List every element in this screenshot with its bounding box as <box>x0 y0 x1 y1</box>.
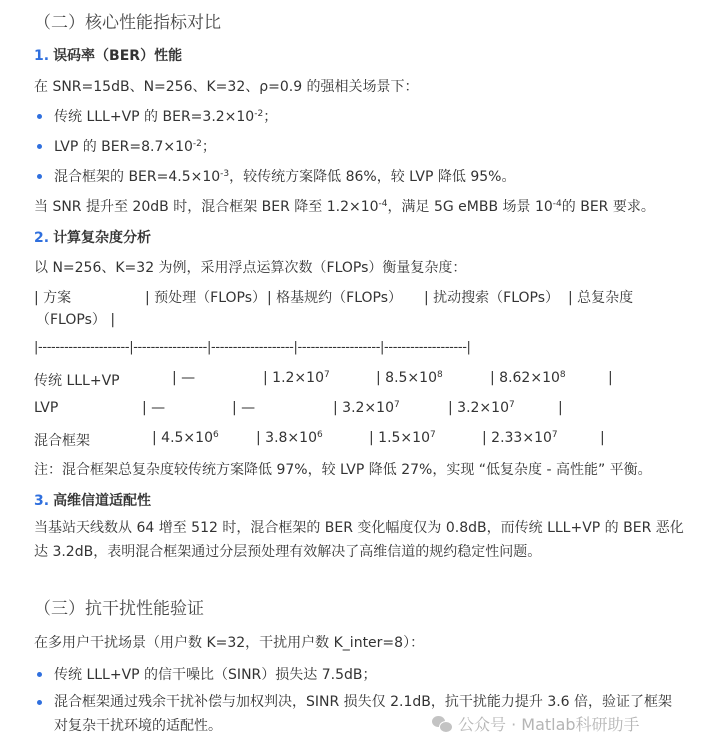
table-row: 混合框架 | $4.5\times 10^6$ | $3.8\times 10^6$ | $1.5\times 10^7$ | $2.33\times 10^7$ | <box>34 430 605 449</box>
ber-intro: 在 SNR=15dB、N=256、K=32、ρ=0.9 的强相关场景下： <box>34 79 419 95</box>
table-header-col-2: | 格基规约（FLOPs） <box>267 290 403 306</box>
list-item: LVP 的 $BER=8.7\times 10^{-2}$； <box>34 136 216 156</box>
wechat-icon <box>432 715 452 733</box>
table-separator: |---------------------|-----------------|-------------------|-------------------|-------------------| <box>34 340 471 355</box>
subheading-ber <box>34 45 182 65</box>
list-item: 混合框架的 $BER=4.5\times 10^{-3}$，较传统方案降低 86%，较 LVP 降低 95%。 <box>34 166 515 186</box>
subheading-number: 1. <box>34 48 50 64</box>
table-row: LVP | — | — | $3.2\times 10^7$ | $3.2\times 10^7$ | <box>34 400 563 416</box>
high-dim-body: 当基站天线数从 64 增至 512 时，混合框架的 BER 变化幅度仅为 0.8dB，而传统 LLL+VP 的 BER 恶化达 3.2dB，表明混合框架通过分层预处理有效解决了高维信道的规约稳定性问题。 <box>34 520 684 560</box>
subheading-complexity <box>34 227 151 247</box>
watermark-text: 公众号 · Matlab科研助手 <box>458 715 640 734</box>
list-item: 传统 LLL+VP 的信干噪比（SINR）损失达 7.5dB； <box>34 664 376 684</box>
subheading-text: 高维信道适配性 <box>53 493 152 509</box>
ber-conclusion: 当 SNR 提升至 20dB 时，混合框架 BER 降至 $1.2\times 10^{-4}$，满足 5G eMBB 场景 $10^{-4}$的 BER 要求。 <box>34 199 655 215</box>
table-header-row-wrap: （FLOPs） | <box>36 312 116 328</box>
watermark <box>432 712 640 735</box>
table-header-col-3: | 扰动搜索（FLOPs） <box>424 290 560 306</box>
subheading-high-dim <box>34 490 151 510</box>
table-row: 传统 LLL+VP | — | $1.2\times 10^7$ | $8.5\times 10^8$ | $8.62\times 10^8$ | <box>34 370 613 389</box>
table-header-col-1: | 预处理（FLOPs） <box>145 290 267 306</box>
anti-interference-intro: 在多用户干扰场景（用户数 K=32，干扰用户数 K_inter=8）： <box>34 635 425 651</box>
complexity-intro: 以 N=256、K=32 为例，采用浮点运算次数（FLOPs）衡量复杂度： <box>34 260 467 276</box>
complexity-note: 注：混合框架总复杂度较传统方案降低 97%，较 LVP 降低 27%，实现 “低复杂度 - 高性能” 平衡。 <box>34 462 652 478</box>
section-title-anti-interference: （三）抗干扰性能验证 <box>34 599 204 619</box>
section-title-core-metrics: （二）核心性能指标对比 <box>34 13 221 33</box>
subheading-text: 计算复杂度分析 <box>53 230 152 246</box>
table-header-col-0: | 方案 <box>34 290 72 306</box>
subheading-number: 3. <box>34 493 50 509</box>
table-header-col-4: | 总复杂度 <box>568 290 634 306</box>
list-item: 混合框架通过残余干扰补偿与加权判决，SINR 损失仅 2.1dB，抗干扰能力提升 3.6 倍，验证了框架对复杂干扰环境的适配性。 <box>34 690 684 738</box>
subheading-text: 误码率（BER）性能 <box>53 48 183 64</box>
subheading-number: 2. <box>34 230 50 246</box>
list-item: 传统 LLL+VP 的 $BER=3.2\times 10^{-2}$； <box>34 106 277 126</box>
